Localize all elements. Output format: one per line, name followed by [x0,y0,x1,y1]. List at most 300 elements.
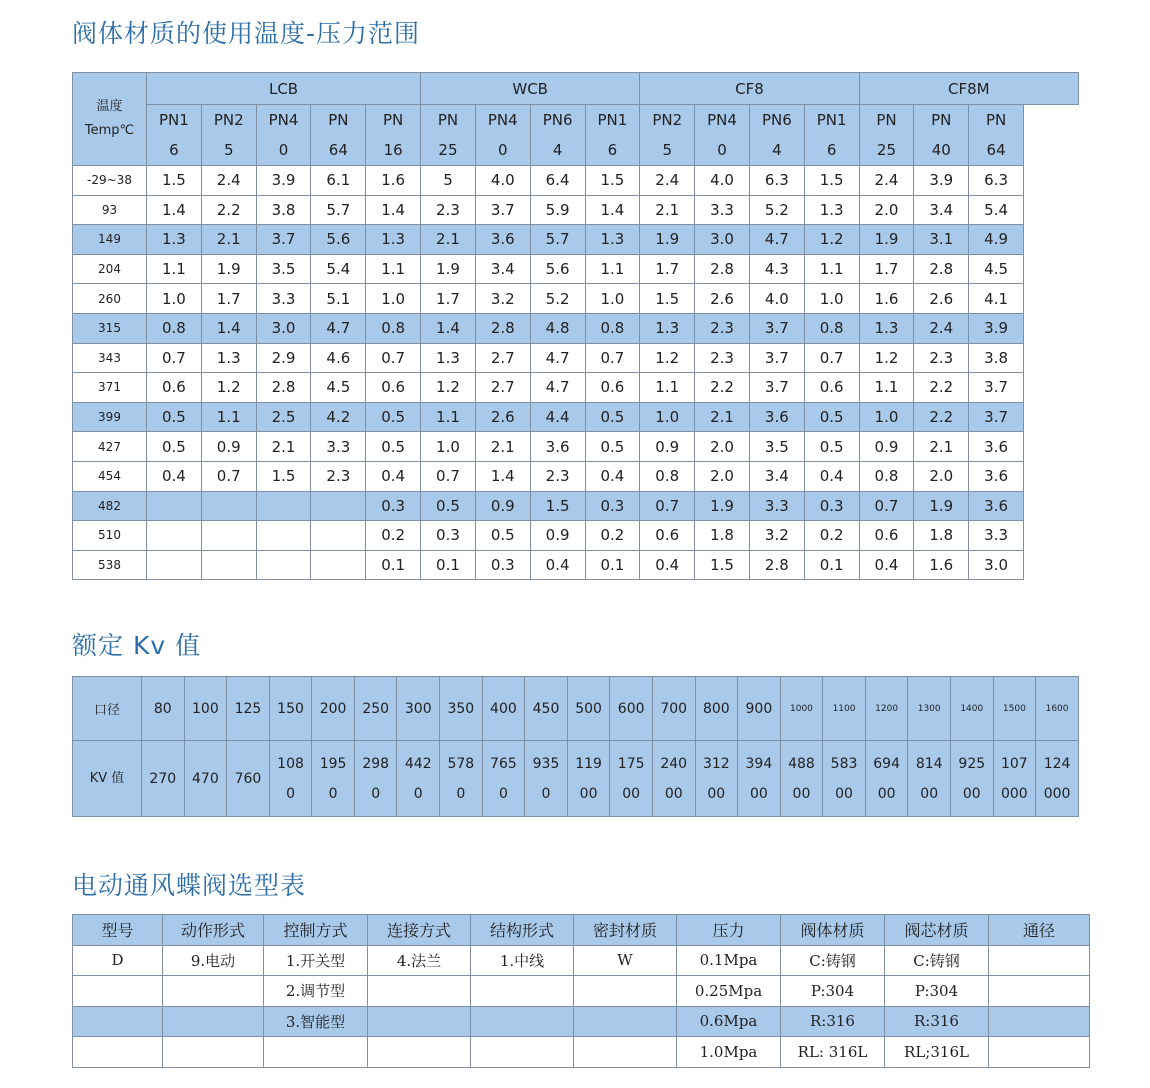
pn-header-part: 0 [278,141,289,159]
temp-cell: -29~38 [73,166,147,196]
pressure-cell: 1.9 [201,254,256,284]
pressure-cell: 1.9 [695,491,750,521]
pn-header [366,105,421,166]
kv-value-cell [780,741,823,817]
selection-cell [574,1006,677,1037]
pressure-cell: 0.7 [640,491,695,521]
pressure-cell: 0.4 [640,550,695,580]
kv-value-part: 0 [413,785,423,802]
pressure-cell: 2.3 [695,313,750,343]
kv-value-part: 760 [234,770,262,787]
pressure-cell: 1.9 [421,254,476,284]
selection-header: 通径 [989,915,1090,946]
kv-value-cell [908,741,951,817]
table-row [73,343,1079,373]
temp-cell: 510 [73,521,147,551]
pressure-cell: 1.4 [147,195,202,225]
pressure-cell: 3.5 [256,254,311,284]
kv-table [72,676,1079,817]
table-row [73,284,1079,314]
pressure-cell: 2.6 [914,284,969,314]
kv-value-part: 765 [490,755,517,772]
pressure-cell: 0.9 [201,432,256,462]
pn-header-part: PN [985,111,1007,129]
selection-cell: 4.法兰 [368,945,471,976]
kv-size-cell: 250 [354,677,397,741]
pressure-cell: 3.8 [969,343,1024,373]
kv-size-cell: 700 [652,677,695,741]
kv-value-cell [184,741,227,817]
pressure-cell: 4.5 [969,254,1024,284]
pressure-cell: 1.1 [585,254,640,284]
selection-cell: 1.0Mpa [677,1037,781,1068]
pressure-cell: 3.6 [749,402,804,432]
pressure-cell: 2.2 [201,195,256,225]
pressure-cell: 2.3 [914,343,969,373]
selection-cell: C:铸钢 [885,945,989,976]
kv-value-part: 00 [707,785,726,802]
kv-value-part: 00 [579,785,598,802]
pn-header-part: PN4 [487,111,518,129]
pressure-cell: 3.3 [256,284,311,314]
pn-header [421,105,476,166]
pressure-cell: 1.0 [640,402,695,432]
pressure-cell: 4.6 [311,343,366,373]
temp-cell: 204 [73,254,147,284]
pressure-cell: 1.0 [147,284,202,314]
pressure-cell: 4.0 [475,166,530,196]
pressure-cell: 0.8 [804,313,859,343]
selection-cell: 1.开关型 [264,945,368,976]
pressure-cell: 0.1 [421,550,476,580]
kv-size-cell: 1200 [865,677,908,741]
pressure-cell: 1.6 [859,284,914,314]
kv-value-part: 488 [788,755,815,772]
pressure-cell: 4.1 [969,284,1024,314]
pressure-cell: 1.2 [201,373,256,403]
kv-value-cell [525,741,568,817]
pressure-cell: 5.9 [530,195,585,225]
pressure-cell: 0.7 [421,461,476,491]
kv-size-cell: 300 [397,677,440,741]
pressure-cell: 0.3 [421,521,476,551]
pn-header [914,105,969,166]
pn-header-part: PN [383,111,404,129]
pressure-cell: 0.3 [585,491,640,521]
pressure-cell: 2.2 [695,373,750,403]
pressure-cell: 1.3 [421,343,476,373]
pressure-cell: 1.7 [201,284,256,314]
pressure-cell: 0.5 [585,432,640,462]
selection-cell [163,1037,264,1068]
pressure-cell: 3.6 [969,432,1024,462]
pressure-cell: 2.1 [475,432,530,462]
pressure-cell: 6.3 [969,166,1024,196]
pressure-cell: 2.7 [475,343,530,373]
pressure-cell: 1.5 [640,284,695,314]
pressure-cell: 1.0 [804,284,859,314]
kv-value-cell [695,741,738,817]
pressure-cell: 1.0 [585,284,640,314]
pressure-cell [311,491,366,521]
section-title-selection: 电动通风蝶阀选型表 [72,871,307,900]
kv-value-part: 270 [149,770,177,787]
kv-value-cell [950,741,993,817]
temp-cell: 454 [73,461,147,491]
pressure-cell: 0.5 [421,491,476,521]
section-title-temp-pressure: 阀体材质的使用温度-压力范围 [72,19,421,48]
pressure-cell: 3.3 [969,521,1024,551]
pressure-cell: 2.6 [475,402,530,432]
pressure-cell: 0.6 [147,373,202,403]
selection-cell [471,1006,574,1037]
kv-value-part: 925 [958,755,986,772]
pressure-cell: 1.1 [421,402,476,432]
pressure-cell: 2.1 [421,225,476,255]
pn-header [147,105,202,166]
pn-header [530,105,585,166]
temp-cell: 149 [73,225,147,255]
temp-cell: 315 [73,313,147,343]
pressure-cell: 3.7 [475,195,530,225]
table-row [73,1006,1090,1037]
pressure-cell: 5.2 [530,284,585,314]
pn-header [695,105,750,166]
pressure-cell: 3.6 [969,491,1024,521]
pressure-cell: 0.5 [147,402,202,432]
pressure-cell: 0.5 [366,402,421,432]
pn-header-part: PN4 [268,111,299,129]
pressure-cell: 2.4 [859,166,914,196]
pressure-cell: 0.6 [366,373,421,403]
kv-value-cell [397,741,440,817]
pressure-cell: 5.2 [749,195,804,225]
table-row [73,461,1079,491]
pressure-cell: 1.3 [366,225,421,255]
pressure-cell: 0.9 [530,521,585,551]
kv-value-part: 312 [702,755,730,772]
pressure-cell: 3.7 [749,373,804,403]
pressure-cell: 0.5 [804,432,859,462]
pressure-cell: 2.1 [695,402,750,432]
selection-cell [163,1006,264,1037]
pressure-cell: 0.2 [585,521,640,551]
pressure-cell: 4.4 [530,402,585,432]
pressure-cell: 3.4 [914,195,969,225]
selection-cell [989,945,1090,976]
pressure-cell: 0.5 [804,402,859,432]
pressure-cell: 0.8 [859,461,914,491]
pn-header-part: 25 [876,141,897,159]
temp-cell: 260 [73,284,147,314]
kv-value-part: 124 [1043,755,1071,772]
pn-header-part: PN [876,111,897,129]
selection-cell [368,1006,471,1037]
pressure-cell: 5 [421,166,476,196]
pressure-cell: 0.5 [475,521,530,551]
pressure-cell: 1.3 [640,313,695,343]
kv-value-cell [312,741,355,817]
pressure-cell: 2.2 [914,373,969,403]
pn-header-part: 5 [223,141,234,159]
pressure-cell: 0.1 [804,550,859,580]
selection-cell: RL;316L [885,1037,989,1068]
temp-cell: 371 [73,373,147,403]
kv-value-cell [738,741,781,817]
pressure-cell: 0.7 [201,461,256,491]
kv-value-part: 00 [792,785,811,802]
selection-cell: W [574,945,677,976]
selection-header: 型号 [73,915,163,946]
pressure-cell: 0.1 [585,550,640,580]
kv-size-cell: 800 [695,677,738,741]
kv-value-cell [865,741,908,817]
pn-header-part: 4 [772,141,782,159]
pressure-cell: 2.9 [256,343,311,373]
pn-header-part: 25 [438,141,458,159]
pressure-cell: 2.3 [695,343,750,373]
pressure-cell: 1.4 [585,195,640,225]
pressure-cell: 0.5 [147,432,202,462]
selection-header: 阀芯材质 [885,915,989,946]
pressure-cell: 5.1 [311,284,366,314]
pressure-cell: 0.4 [147,461,202,491]
kv-size-cell: 400 [482,677,525,741]
pressure-cell: 0.8 [366,313,421,343]
pressure-cell: 2.8 [256,373,311,403]
kv-value-cell [652,741,695,817]
pn-header [256,105,311,166]
selection-header: 结构形式 [471,915,574,946]
pressure-cell: 6.4 [530,166,585,196]
pressure-cell: 2.4 [201,166,256,196]
pressure-cell: 2.1 [256,432,311,462]
selection-cell [73,1006,163,1037]
pn-header-part: 6 [607,141,618,159]
table-row [73,1037,1090,1068]
pressure-cell: 1.8 [695,521,750,551]
pressure-cell: 1.2 [804,225,859,255]
pressure-cell: 6.1 [311,166,366,196]
pressure-cell: 1.7 [421,284,476,314]
kv-value-cell [1036,741,1079,817]
pressure-cell: 1.4 [421,313,476,343]
kv-size-cell: 150 [269,677,312,741]
pressure-cell: 2.7 [475,373,530,403]
pressure-cell: 1.2 [859,343,914,373]
pn-header-part: PN1 [159,111,189,129]
pressure-cell: 3.8 [256,195,311,225]
kv-size-cell: 450 [525,677,568,741]
kv-value-cell [823,741,866,817]
selection-header: 压力 [677,915,781,946]
pressure-cell: 2.1 [201,225,256,255]
selection-cell: P:304 [781,976,885,1007]
kv-value-cell [482,741,525,817]
pressure-cell: 0.3 [366,491,421,521]
selection-cell: 0.25Mpa [677,976,781,1007]
kv-size-cell: 600 [610,677,653,741]
table-row [73,373,1079,403]
pressure-cell: 0.7 [859,491,914,521]
pressure-cell: 0.3 [804,491,859,521]
pressure-cell: 1.9 [640,225,695,255]
kv-value-part: 108 [277,755,304,772]
pressure-cell: 3.6 [475,225,530,255]
table-row [73,432,1079,462]
pressure-cell: 1.1 [147,254,202,284]
pn-header-part: PN1 [816,111,847,129]
kv-value-part: 578 [447,755,475,772]
kv-value-part: 00 [622,785,641,802]
pressure-cell: 3.6 [969,461,1024,491]
kv-value-part: 394 [745,755,773,772]
kv-value-part: 0 [371,785,381,802]
kv-value-part: 935 [532,755,560,772]
pressure-cell: 2.6 [695,284,750,314]
pn-header-part: 4 [552,141,563,159]
selection-cell: C:铸钢 [781,945,885,976]
pressure-cell [256,550,311,580]
table-row [73,195,1079,225]
pressure-cell: 0.6 [585,373,640,403]
kv-value-part: 470 [192,770,219,787]
kv-value-part: 0 [498,785,508,802]
pressure-cell: 1.2 [421,373,476,403]
selection-cell: R:316 [885,1006,989,1037]
pn-header-part: PN [328,111,349,129]
pressure-cell: 1.0 [366,284,421,314]
pressure-cell: 5.4 [969,195,1024,225]
selection-cell [73,976,163,1007]
pn-header [749,105,804,166]
pressure-cell: 3.7 [749,343,804,373]
temp-header-cell [73,73,147,166]
kv-size-cell: 100 [184,677,227,741]
pressure-cell: 4.8 [530,313,585,343]
pn-header-part: PN6 [542,111,573,129]
pressure-cell: 1.3 [859,313,914,343]
kv-size-cell: 500 [567,677,610,741]
kv-size-cell: 1000 [780,677,823,741]
pressure-cell: 2.8 [695,254,750,284]
temp-header-en: Temp℃ [84,123,135,138]
selection-cell [73,1037,163,1068]
pressure-cell: 5.6 [311,225,366,255]
selection-cell [368,1037,471,1068]
kv-value-part: 00 [749,785,768,802]
pressure-cell: 1.3 [804,195,859,225]
temp-cell: 343 [73,343,147,373]
pressure-cell: 1.2 [640,343,695,373]
pressure-cell [256,491,311,521]
pressure-cell: 0.2 [804,521,859,551]
pressure-cell: 6.3 [749,166,804,196]
pressure-cell: 3.3 [695,195,750,225]
pressure-cell: 0.6 [859,521,914,551]
kv-value-label: KV 值 [73,741,142,817]
selection-cell: 0.1Mpa [677,945,781,976]
kv-value-cell [993,741,1036,817]
temp-pressure-table [72,72,1079,580]
kv-value-cell [142,741,185,817]
pressure-cell: 1.5 [585,166,640,196]
table-row [73,491,1079,521]
pressure-cell [147,491,202,521]
selection-cell: RL: 316L [781,1037,885,1068]
selection-cell [989,1037,1090,1068]
pressure-cell: 2.3 [311,461,366,491]
pressure-cell: 5.6 [530,254,585,284]
kv-value-part: 00 [920,785,939,802]
pressure-cell: 4.2 [311,402,366,432]
selection-cell [471,976,574,1007]
selection-cell: 3.智能型 [264,1006,368,1037]
pn-header [969,105,1024,166]
pressure-cell: 3.7 [969,373,1024,403]
pressure-cell: 5.4 [311,254,366,284]
selection-cell: 0.6Mpa [677,1006,781,1037]
pressure-cell [147,521,202,551]
pn-header-part: PN2 [652,111,683,129]
pn-header-part: 64 [986,141,1006,159]
kv-size-cell: 350 [440,677,483,741]
kv-value-part: 195 [319,755,347,772]
pressure-cell: 0.6 [804,373,859,403]
table-row [73,945,1090,976]
pn-header-part: 0 [498,141,508,159]
temp-cell: 538 [73,550,147,580]
pressure-cell: 3.7 [969,402,1024,432]
kv-size-cell: 200 [312,677,355,741]
pressure-cell: 1.5 [147,166,202,196]
kv-size-cell: 1500 [993,677,1036,741]
kv-value-part: 694 [873,755,900,772]
pressure-cell: 4.7 [749,225,804,255]
kv-value-cell [269,741,312,817]
kv-size-cell: 125 [227,677,270,741]
pressure-cell: 0.4 [585,461,640,491]
kv-value-cell [610,741,653,817]
pressure-cell: 1.0 [859,402,914,432]
kv-value-part: 00 [664,785,683,802]
kv-size-cell: 1600 [1036,677,1079,741]
pressure-cell: 3.4 [749,461,804,491]
kv-value-part: 0 [286,785,295,802]
pn-header-part: 6 [169,141,179,159]
pressure-cell: 4.3 [749,254,804,284]
pressure-cell: 3.1 [914,225,969,255]
pressure-cell: 4.0 [749,284,804,314]
pressure-cell: 3.9 [914,166,969,196]
pressure-cell: 1.5 [695,550,750,580]
selection-cell [163,976,264,1007]
pressure-cell: 2.4 [914,313,969,343]
kv-value-part: 0 [328,785,338,802]
kv-value-cell [440,741,483,817]
pressure-cell [201,491,256,521]
selection-cell: 1.中线 [471,945,574,976]
kv-value-part: 814 [915,755,943,772]
pressure-cell: 0.4 [366,461,421,491]
group-cf8: CF8 [640,73,859,105]
kv-value-cell [227,741,270,817]
pressure-cell: 2.1 [914,432,969,462]
selection-header: 连接方式 [368,915,471,946]
pressure-cell: 5.7 [530,225,585,255]
table-row [73,550,1079,580]
group-cf8m: CF8M [859,73,1078,105]
